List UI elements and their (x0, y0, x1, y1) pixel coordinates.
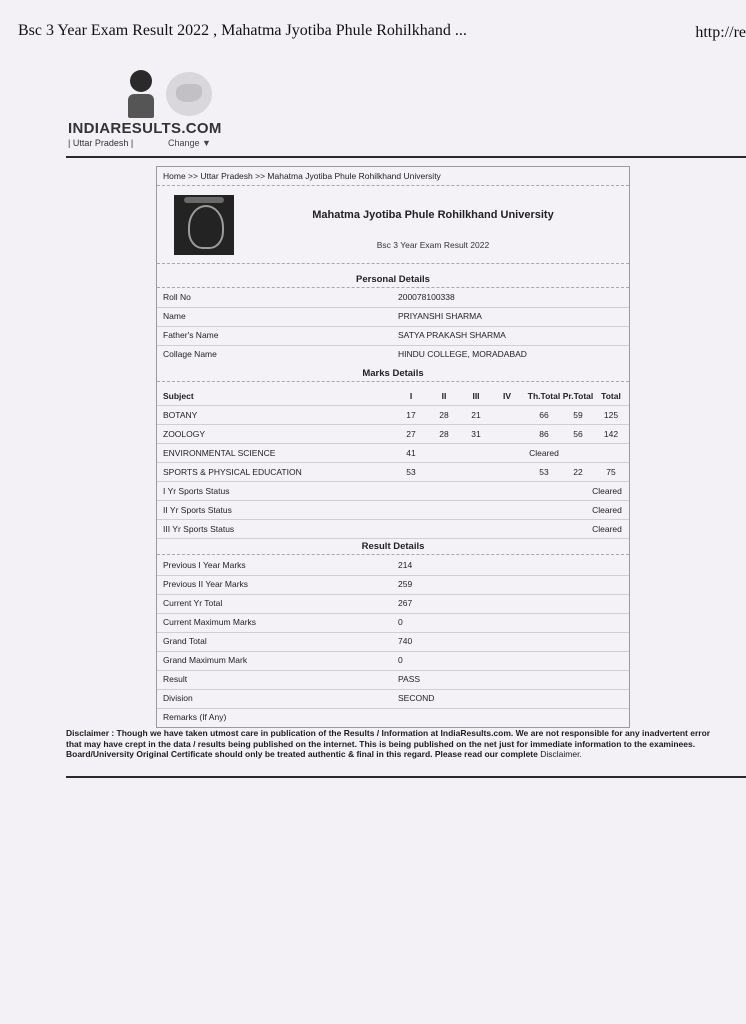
row-label: Result (163, 674, 188, 684)
name-row (157, 307, 629, 327)
disclaimer-link[interactable]: Disclaimer. (540, 749, 582, 759)
disclaimer (66, 728, 714, 760)
row-label: Grand Maximum Mark (163, 655, 248, 665)
row-label: I Yr Sports Status (163, 486, 230, 496)
column-header: I (409, 391, 413, 401)
divider (157, 381, 629, 382)
state-map-icon (166, 72, 212, 116)
university-seal-icon (174, 195, 234, 255)
subject-name: ZOOLOGY (163, 429, 206, 439)
status-cell: Cleared (592, 486, 622, 496)
result-panel (156, 166, 630, 728)
subject-name: BOTANY (163, 410, 198, 420)
roll-no-row (157, 288, 629, 308)
mark-cell: 142 (603, 429, 619, 439)
university-name: Mahatma Jyotiba Phule Rohilkhand University (312, 209, 554, 221)
result-row (157, 632, 629, 652)
marks-details-header: Marks Details (362, 368, 424, 379)
table-row (157, 462, 629, 482)
mark-cell: 86 (539, 429, 549, 439)
row-value: PASS (398, 674, 421, 684)
header-divider (66, 156, 746, 158)
sports-status-row (157, 519, 629, 539)
row-label: Father's Name (163, 330, 219, 340)
mark-cell: 41 (406, 448, 416, 458)
divider (157, 263, 629, 264)
row-value: 259 (398, 579, 413, 589)
column-header: Total (601, 391, 621, 401)
column-header: II (441, 391, 447, 401)
row-label: III Yr Sports Status (163, 524, 235, 534)
mark-cell: 125 (603, 410, 619, 420)
disclaimer-text: Disclaimer : Though we have taken utmost care in publication of the Results / Information at IndiaResults.com. We are not responsible for any inadvertent error that may have crept in the data / results being published on the internet. This is being published on the net just for immediate information to the examinees. Board/University Original Certificate should only be treated authentic & final in this regard. Please read our complete (66, 728, 711, 759)
mark-cell: 31 (471, 429, 481, 439)
state-label: | Uttar Pradesh | (68, 138, 134, 148)
fathers-name-row (157, 326, 629, 346)
exam-name: Bsc 3 Year Exam Result 2022 (376, 240, 490, 250)
breadcrumb[interactable]: Home >> Uttar Pradesh >> Mahatma Jyotiba Phule Rohilkhand University (163, 171, 441, 181)
subject-name: ENVIRONMENTAL SCIENCE (163, 448, 276, 458)
mark-cell: 21 (471, 410, 481, 420)
table-row (157, 424, 629, 444)
mark-cell: 53 (539, 467, 549, 477)
site-logo[interactable]: INDIARESULTS.COM (68, 120, 222, 137)
row-value: 740 (398, 636, 413, 646)
row-value: SECOND (398, 693, 435, 703)
column-header: Pr.Total (562, 391, 594, 401)
row-label: II Yr Sports Status (163, 505, 232, 515)
row-label: Current Maximum Marks (163, 617, 257, 627)
mark-cell: 28 (439, 429, 449, 439)
row-label: Previous I Year Marks (163, 560, 246, 570)
result-row (157, 575, 629, 595)
result-row (157, 708, 629, 727)
divider (157, 554, 629, 555)
mark-cell: 22 (573, 467, 583, 477)
result-row (157, 689, 629, 709)
row-value: 200078100338 (398, 292, 455, 302)
row-label: Name (163, 311, 186, 321)
row-value: SATYA PRAKASH SHARMA (398, 330, 506, 340)
status-cell: Cleared (592, 524, 622, 534)
table-row (157, 405, 629, 425)
row-value: 0 (398, 617, 403, 627)
row-value: 214 (398, 560, 413, 570)
sports-status-row (157, 500, 629, 520)
mark-cell: 27 (406, 429, 416, 439)
sports-status-row (157, 481, 629, 501)
column-header: Th.Total (527, 391, 561, 401)
column-header: III (472, 391, 480, 401)
result-row (157, 613, 629, 633)
college-name-row (157, 345, 629, 364)
page-title: Bsc 3 Year Exam Result 2022 , Mahatma Jyotiba Phule Rohilkhand ... (18, 22, 467, 39)
footer-divider (66, 776, 746, 778)
column-header: Subject (163, 391, 194, 401)
cleared-cell: Cleared (529, 448, 559, 458)
mark-cell: 59 (573, 410, 583, 420)
mark-cell: 17 (406, 410, 416, 420)
change-state-link[interactable]: Change ▼ (168, 138, 211, 148)
row-label: Previous II Year Marks (163, 579, 249, 589)
person-logo-icon (128, 70, 154, 118)
row-label: Roll No (163, 292, 191, 302)
result-row (157, 670, 629, 690)
status-cell: Cleared (592, 505, 622, 515)
row-label: Remarks (If Any) (163, 712, 227, 722)
personal-details-header: Personal Details (356, 274, 430, 285)
row-value: HINDU COLLEGE, MORADABAD (398, 349, 527, 359)
mark-cell: 28 (439, 410, 449, 420)
subject-name: SPORTS & PHYSICAL EDUCATION (163, 467, 302, 477)
marks-header-row (157, 386, 629, 406)
mark-cell: 75 (606, 467, 616, 477)
result-row (157, 556, 629, 576)
result-details-header: Result Details (361, 541, 425, 552)
column-header: IV (502, 391, 512, 401)
table-row (157, 443, 629, 463)
row-value: PRIYANSHI SHARMA (398, 311, 482, 321)
page-url: http://re (695, 24, 746, 41)
result-row (157, 651, 629, 671)
result-row (157, 594, 629, 614)
divider (157, 185, 629, 186)
mark-cell: 66 (539, 410, 549, 420)
print-header (18, 22, 746, 46)
mark-cell: 56 (573, 429, 583, 439)
mark-cell: 53 (406, 467, 416, 477)
row-label: Division (163, 693, 193, 703)
row-value: 0 (398, 655, 403, 665)
row-label: Current Yr Total (163, 598, 223, 608)
site-logo-area (68, 70, 228, 152)
row-label: Collage Name (163, 349, 217, 359)
row-label: Grand Total (163, 636, 207, 646)
row-value: 267 (398, 598, 413, 608)
